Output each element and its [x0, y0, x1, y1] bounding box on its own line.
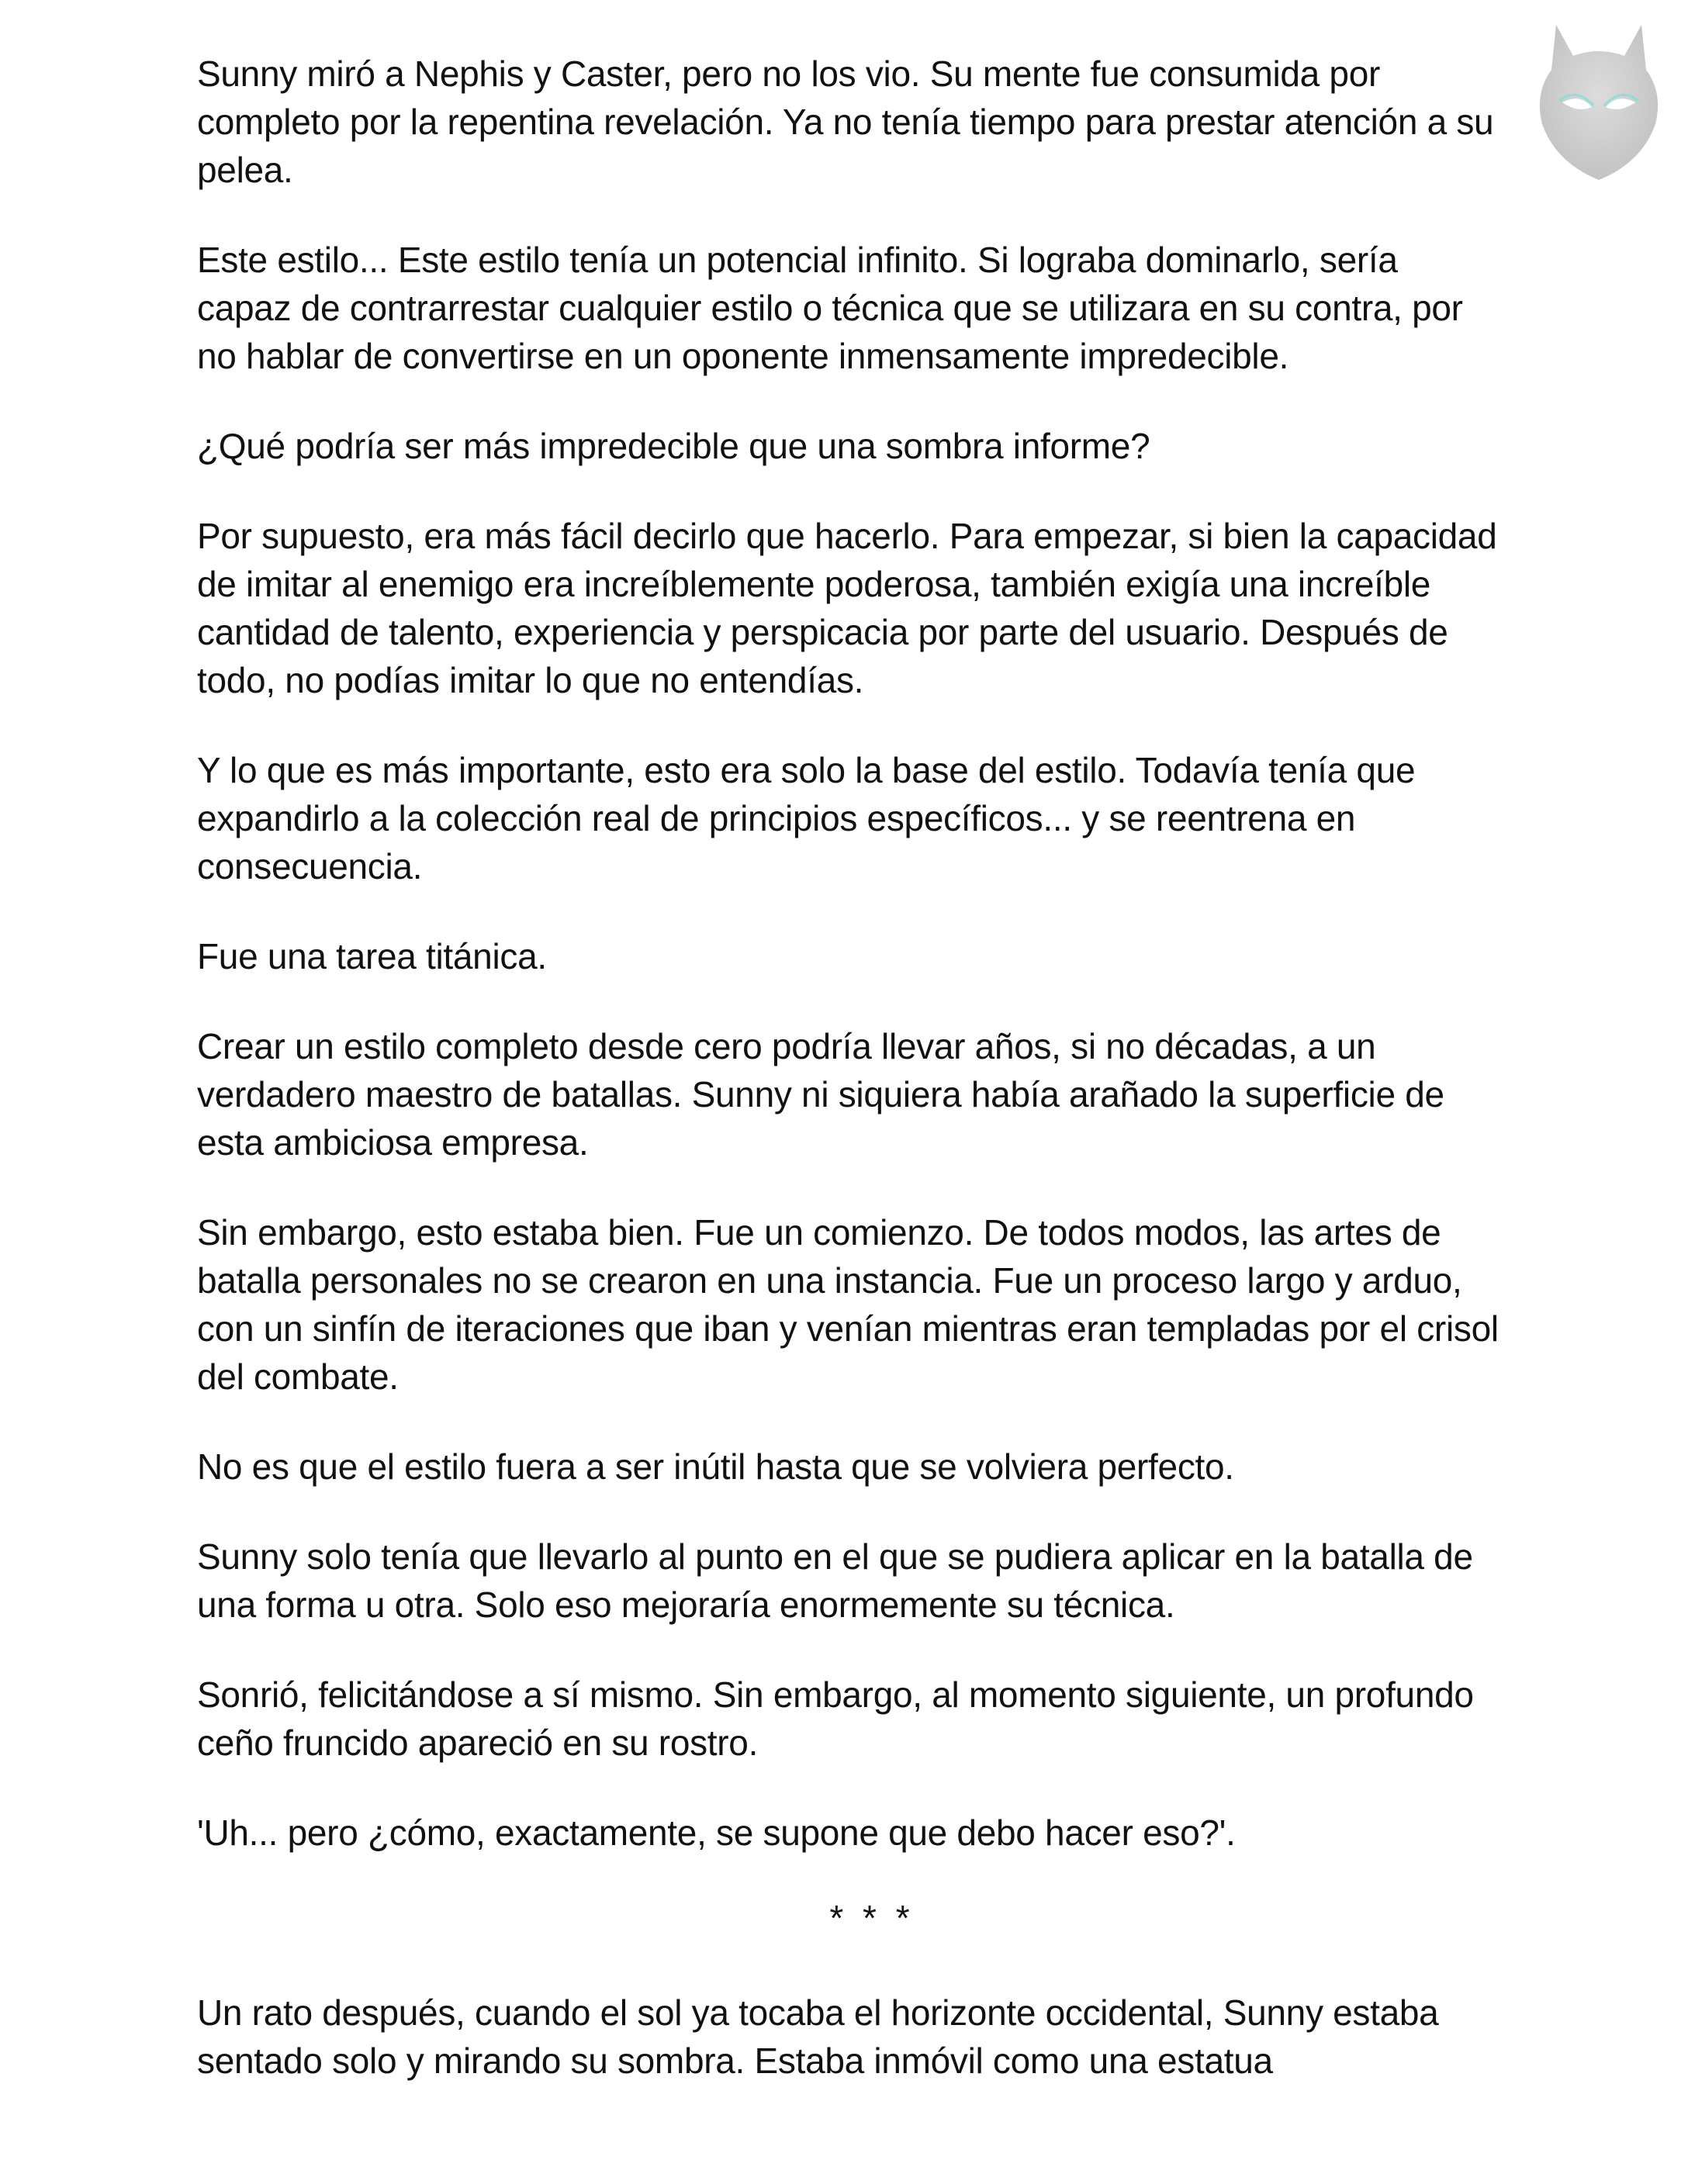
paragraph: Sin embargo, esto estaba bien. Fue un comienzo. De todos modos, las artes de batalla personales no se crearon en una instancia. Fue un proceso largo y arduo, con un sinfín de iteraciones que iban y venían mientras eran templadas por el crisol del combate.	[197, 1212, 1499, 1397]
paragraph: Sunny solo tenía que llevarlo al punto en el que se pudiera aplicar en la batalla de una forma u otra. Solo eso mejoraría enormemente su técnica.	[197, 1536, 1473, 1625]
paragraph: ¿Qué podría ser más impredecible que una sombra informe?	[197, 426, 1150, 466]
paragraph: Sonrió, felicitándose a sí mismo. Sin embargo, al momento siguiente, un profundo ceño fruncido apareció en su rostro.	[197, 1674, 1474, 1763]
demon-mask-icon	[1525, 16, 1672, 186]
paragraph: No es que el estilo fuera a ser inútil hasta que se volviera perfecto.	[197, 1446, 1234, 1487]
paragraph: Sunny miró a Nephis y Caster, pero no los vio. Su mente fue consumida por completo por la repentina revelación. Ya no tenía tiempo para prestar atención a su pelea.	[197, 54, 1494, 190]
paragraph: Un rato después, cuando el sol ya tocaba el horizonte occidental, Sunny estaba sentado solo y mirando su sombra. Estaba inmóvil como una estatua	[197, 1992, 1439, 2081]
paragraph: Y lo que es más importante, esto era solo la base del estilo. Todavía tenía que expandirlo a la colección real de principios específicos... y se reentrena en consecuencia.	[197, 750, 1416, 886]
document-body	[197, 50, 1500, 2127]
paragraph: Fue una tarea titánica.	[197, 936, 547, 976]
paragraph: 'Uh... pero ¿cómo, exactamente, se supone que debo hacer eso?'.	[197, 1813, 1236, 1853]
paragraph: Por supuesto, era más fácil decirlo que hacerlo. Para empezar, si bien la capacidad de imitar al enemigo era increíblemente poderosa, también exigía una increíble cantidad de talento, experiencia y perspicacia por parte del usuario. Después de todo, no podías imitar lo que no entendías.	[197, 516, 1497, 700]
paragraph: Crear un estilo completo desde cero podría llevar años, si no décadas, a un verdadero maestro de batallas. Sunny ni siquiera había arañado la superficie de esta ambiciosa empresa.	[197, 1026, 1444, 1163]
scene-break: * * *	[829, 1898, 915, 1938]
paragraph: Este estilo... Este estilo tenía un potencial infinito. Si lograba dominarlo, sería capaz de contrarrestar cualquier estilo o técnica que se utilizara en su contra, por no hablar de convertirse en un oponente inmensamente impredecible.	[197, 240, 1463, 376]
